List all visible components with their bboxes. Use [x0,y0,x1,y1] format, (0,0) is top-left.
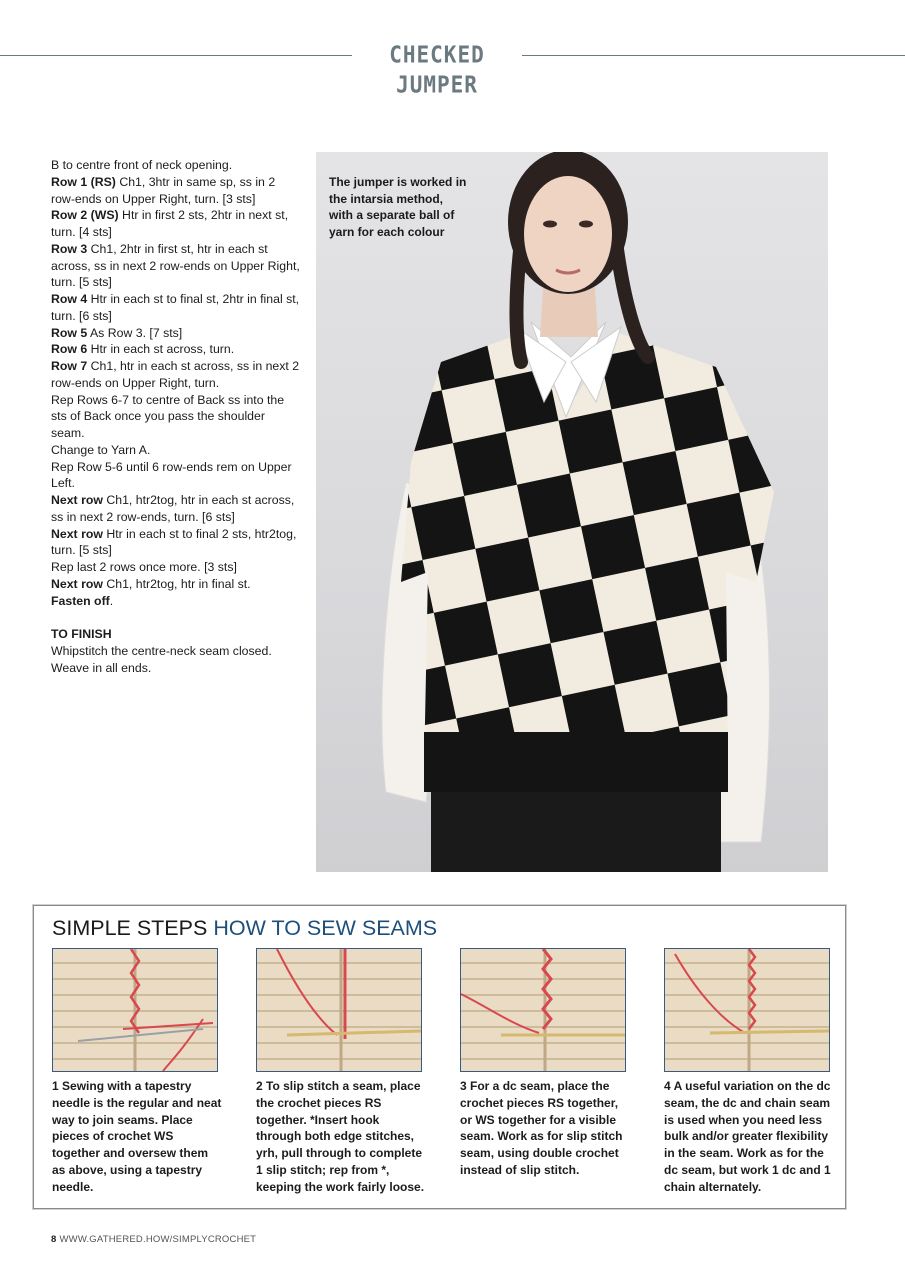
finish-heading: TO FINISH [51,627,112,641]
pattern-line: B to centre front of neck opening. [51,158,233,172]
page-title: CHECKED JUMPER [389,41,485,99]
steps-title [52,914,437,942]
header-rule-left [0,55,352,56]
pattern-line: Row 3 Ch1, 2htr in first st, htr in each st across, ss in next 2 row-ends on Upper Right, turn. [5 sts] [51,241,300,290]
model-illustration [316,152,828,872]
pattern-line: Rep last 2 rows once more. [3 sts] [51,560,237,574]
pattern-lines [51,157,301,609]
pattern-line: Next row Ch1, htr2tog, htr in each st across, ss in next 2 row-ends, turn. [6 sts] [51,493,295,524]
photo-caption: The jumper is worked in the intarsia method, with a separate ball of yarn for each colour [329,175,467,239]
pattern-line: Row 5 As Row 3. [7 sts] [51,325,183,340]
steps-title-prefix: SIMPLE STEPS [52,916,208,940]
simple-steps-panel [33,905,846,1209]
step-3-text: 3 For a dc seam, place the crochet pieces RS together, or WS together for a visible seam. Work as for slip stitch seam, using double crochet instead of slip stitch. [460,1079,623,1177]
pattern-line: Change to Yarn A. [51,442,151,457]
finish-line: Weave in all ends. [51,660,152,675]
pattern-line: Row 7 Ch1, htr in each st across, ss in next 2 row-ends on Upper Right, turn. [51,359,300,390]
pattern-line: Row 2 (WS) Htr in first 2 sts, 2htr in next st, turn. [4 sts] [51,208,289,239]
step-1-text: 1 Sewing with a tapestry needle is the regular and neat way to join seams. Place pieces of crochet WS together and oversew them as above, using a tapestry needle. [52,1079,222,1194]
step-3-image [460,948,626,1072]
finish-line: Whipstitch the centre-neck seam closed. [51,643,272,658]
step-4-text: 4 A useful variation on the dc seam, the dc and chain seam is used when you need less bulk and/or greater flexibility in the seam. Work as for the dc seam, but work 1 dc and 1 chain alternately. [664,1079,831,1194]
pattern-line: Fasten off. [51,593,114,608]
pattern-line: Next row Ch1, htr2tog, htr in final st. [51,576,251,591]
step-4-image [664,948,830,1072]
footer-url[interactable]: WWW.GATHERED.HOW/SIMPLYCROCHET [59,1234,257,1245]
spacer [51,609,301,626]
model-photo [316,152,828,872]
pattern-line: Row 4 Htr in each st to final st, 2htr in final st, turn. [6 sts] [51,292,300,323]
page-number: 8 [51,1234,57,1245]
pattern-line: Next row Htr in each st to final 2 sts, htr2tog, turn. [5 sts] [51,526,297,558]
pattern-line: Rep Rows 6-7 to centre of Back ss into the sts of Back once you pass the shoulder seam. [51,392,285,440]
steps-title-topic: HOW TO SEW SEAMS [213,916,438,940]
step-2-text: 2 To slip stitch a seam, place the crochet pieces RS together. *Insert hook through both edge stitches, yrh, pull through to complete 1 slip stitch; rep from *, keeping the work fairly loose. [256,1079,425,1194]
page-footer [51,1234,256,1245]
pattern-line: Row 1 (RS) Ch1, 3htr in same sp, ss in 2 row-ends on Upper Right, turn. [3 sts] [51,174,276,206]
step-1-image [52,948,218,1072]
pattern-line: Rep Row 5-6 until 6 row-ends rem on Upper Left. [51,459,292,491]
pattern-line: Row 6 Htr in each st across, turn. [51,342,235,357]
step-2-image [256,948,422,1072]
header-rule-right [522,55,905,56]
pattern-instructions [51,157,301,676]
